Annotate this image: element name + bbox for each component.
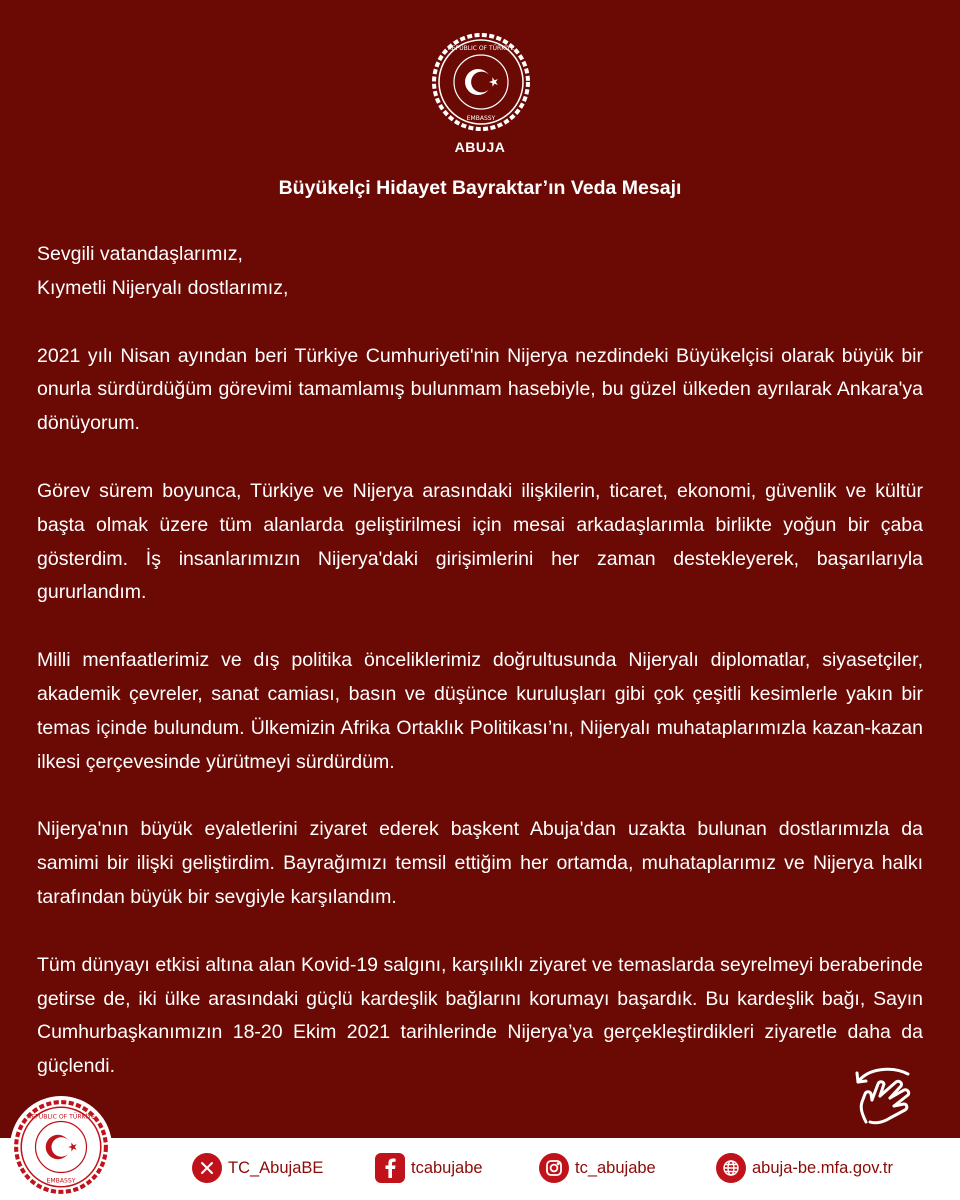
paragraph: 2021 yılı Nisan ayından beri Türkiye Cumhuriyeti'nin Nijerya nezdindeki Büyükelçisi olarak büyük bir onurla sürdürdüğüm görevimi tamamlamış bulunmam hasebiyle, bu güzel ülkeden ayrılarak Ankara'ya dönüyorum. [37, 344, 923, 435]
facebook-handle: tcabujabe [411, 1158, 483, 1177]
website-url: abuja-be.mfa.gov.tr [752, 1158, 893, 1177]
twitter-link[interactable] [192, 1152, 323, 1184]
svg-text:REPUBLIC OF TÜRKİYE: REPUBLIC OF TÜRKİYE [27, 1113, 95, 1121]
instagram-icon [539, 1153, 569, 1183]
twitter-handle: TC_AbujaBE [228, 1158, 324, 1177]
facebook-link[interactable] [375, 1152, 483, 1184]
svg-text:REPUBLIC OF TÜRKİYE: REPUBLIC OF TÜRKİYE [447, 45, 515, 52]
svg-text:EMBASSY: EMBASSY [466, 115, 496, 122]
instagram-link[interactable] [539, 1152, 656, 1184]
salutation [37, 238, 923, 306]
paragraph: Tüm dünyayı etkisi altına alan Kovid-19 salgını, karşılıklı ziyaret ve temaslarda seyrelmeyi beraberinde getirse de, iki ülke arasındaki güçlü kardeşlik bağlarını korumayı başardık. Bu kardeşlik bağı, Sayın Cumhurbaşkanımızın 18-20 Ekim 2021 tarihlerinde Nijerya’ya gerçekleştirdikleri ziyaretle daha da güçlendi. [37, 953, 923, 1078]
paragraph: Nijerya'nın büyük eyaletlerini ziyaret ederek başkent Abuja'dan uzakta bulunan dostlarımızla da samimi bir ilişki geliştirdim. Bayrağımızı temsil ettiğim her ortamda, muhataplarımız ve Nijerya halkı tarafından büyük bir sevgiyle karşılandım. [37, 818, 923, 908]
svg-text:EMBASSY: EMBASSY [46, 1177, 76, 1185]
paragraph: Görev sürem boyunca, Türkiye ve Nijerya arasındaki ilişkilerin, ticaret, ekonomi, güvenlik ve kültür başta olmak üzere tüm alanlarda geliştirilmesi için mesai arkadaşlarımla birlikte yoğun bir çaba gösterdim. İş insanlarımızın Nijerya'daki girişimlerini her zaman destekleyerek, başarılarıyla gururlandım. [37, 479, 923, 604]
instagram-handle: tc_abujabe [575, 1158, 656, 1177]
salutation-line: Sevgili vatandaşlarımız, [37, 243, 243, 265]
website-link[interactable] [716, 1152, 893, 1184]
letter-title: Büyükelçi Hidayet Bayraktar’ın Veda Mesajı [278, 177, 682, 199]
hand-swipe-icon [852, 1060, 922, 1130]
globe-icon [716, 1153, 746, 1183]
x-logo-icon [192, 1153, 222, 1183]
embassy-seal-logo [10, 1096, 112, 1198]
facebook-icon [375, 1153, 405, 1183]
embassy-seal-logo [431, 32, 531, 132]
embassy-location: ABUJA [454, 139, 506, 155]
paragraph: Milli menfaatlerimiz ve dış politika önceliklerimiz doğrultusunda Nijeryalı diplomatlar, siyasetçiler, akademik çevreler, sanat camiası, basın ve düşünce kuruluşları gibi çok çeşitli kesimlerle yakın bir temas içinde bulundum. Ülkemizin Afrika Ortaklık Politikası’nı, Nijeryalı muhataplarımızla kazan-kazan ilkesi çerçevesinde yürütmeyi sürdürdüm. [37, 649, 923, 773]
salutation-line: Kıymetli Nijeryalı dostlarımız, [37, 276, 289, 299]
letter-body [37, 238, 923, 1118]
